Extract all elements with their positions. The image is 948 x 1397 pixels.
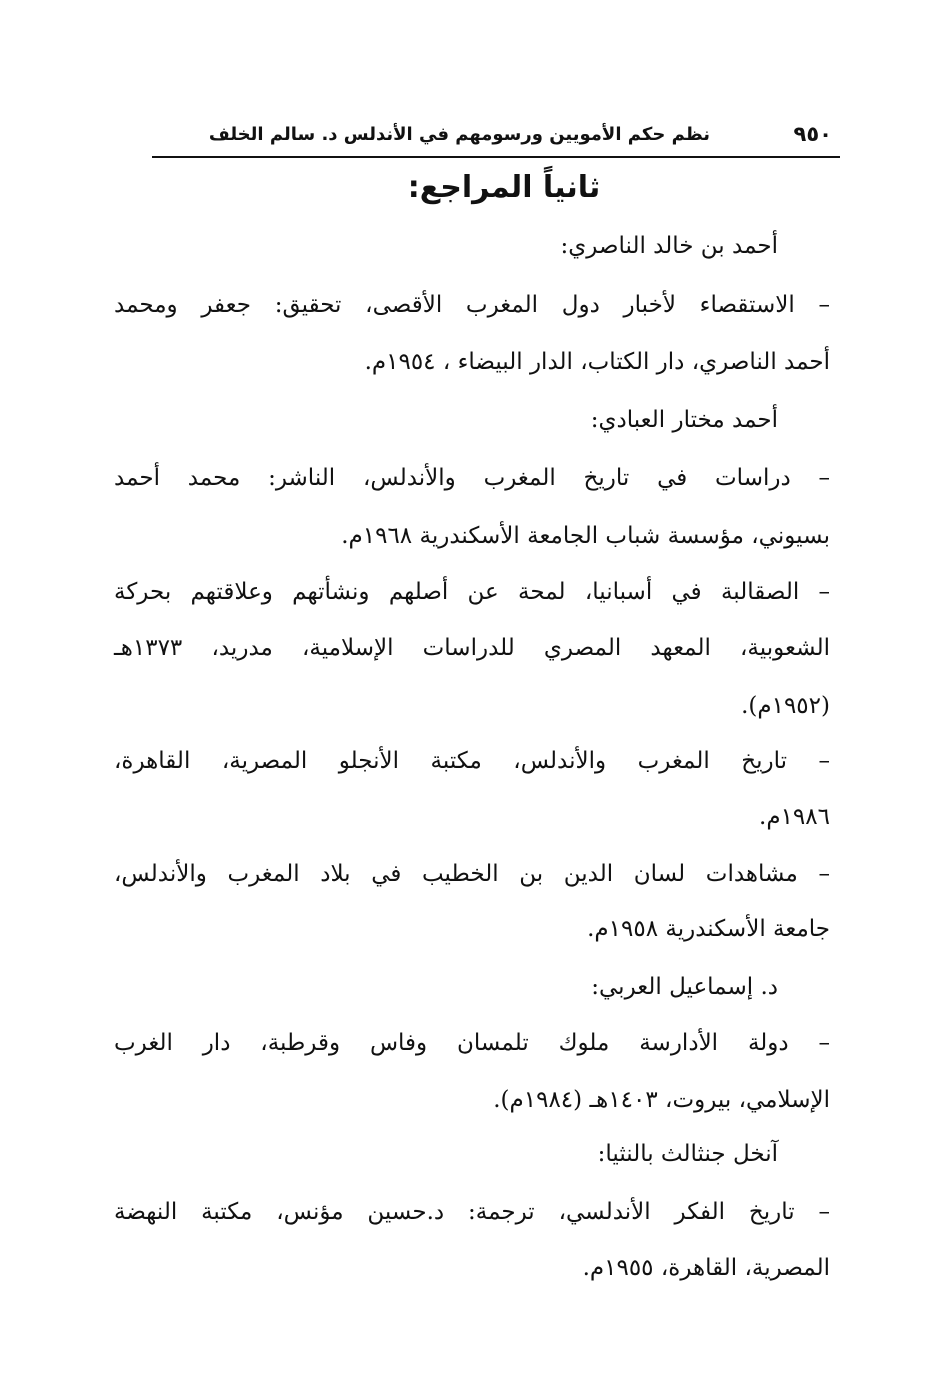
reference-line: – الصقالبة في أسبانيا، لمحة عن أصلهم ونشأتهم وعلاقتهم بحركة <box>114 579 830 605</box>
author-heading: آنخل جنثالث بالنثيا: <box>597 1141 778 1167</box>
reference-line: ١٩٨٦م. <box>759 804 830 830</box>
reference-line: بسيوني، مؤسسة شباب الجامعة الأسكندرية ١٩٦٨م. <box>341 523 830 549</box>
reference-line: الشعوبية، المعهد المصري للدراسات الإسلامية، مدريد، ١٣٧٣هـ <box>114 635 830 661</box>
author-heading: أحمد بن خالد الناصري: <box>560 233 778 259</box>
author-heading: د. إسماعيل العربي: <box>591 974 778 1000</box>
author-heading: أحمد مختار العبادي: <box>590 407 778 433</box>
reference-line: – الاستقصاء لأخبار دول المغرب الأقصى، تحقيق: جعفر ومحمد <box>114 292 830 318</box>
reference-line: أحمد الناصري، دار الكتاب، الدار البيضاء ، ١٩٥٤م. <box>364 349 830 375</box>
section-heading: ثانياً المراجع: <box>407 170 601 205</box>
running-title: نظم حكم الأمويين ورسومهم في الأندلس د. سالم الخلف <box>208 124 710 145</box>
reference-line: الإسلامي، بيروت، ١٤٠٣هـ (١٩٨٤م). <box>493 1087 830 1113</box>
running-header <box>152 118 840 158</box>
reference-line: – دولة الأدارسة ملوك تلمسان وفاس وقرطبة، دار الغرب <box>114 1030 830 1056</box>
reference-line: – دراسات في تاريخ المغرب والأندلس، الناشر: محمد أحمد <box>114 465 830 491</box>
reference-line: – مشاهدات لسان الدين بن الخطيب في بلاد المغرب والأندلس، <box>114 861 830 887</box>
page-number: ٩٥٠ <box>793 122 832 146</box>
reference-line: – تاريخ الفكر الأندلسي، ترجمة: د.حسين مؤنس، مكتبة النهضة <box>114 1199 830 1225</box>
reference-line: – تاريخ المغرب والأندلس، مكتبة الأنجلو المصرية، القاهرة، <box>114 748 830 774</box>
reference-line: المصرية، القاهرة، ١٩٥٥م. <box>582 1255 830 1281</box>
reference-line: (١٩٥٢م). <box>741 693 830 719</box>
reference-line: جامعة الأسكندرية ١٩٥٨م. <box>587 916 830 942</box>
